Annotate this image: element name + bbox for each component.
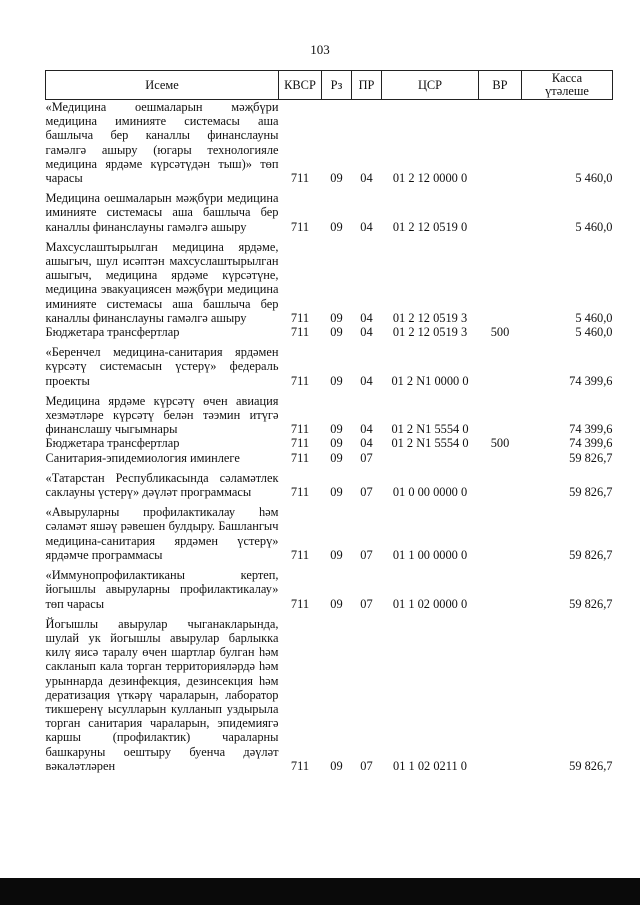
cell-amount: 5 460,0	[575, 219, 613, 234]
table-row	[46, 617, 613, 773]
cell-amount: 5 460,0	[575, 325, 613, 340]
cell-csr: 01 2 12 0519 0	[392, 219, 468, 234]
cell-rz: 09	[330, 219, 343, 234]
cell-name: Санитария-эпидемиология иминлеге	[45, 450, 240, 465]
cell-vr	[479, 451, 522, 465]
cell-rz: 09	[330, 547, 343, 562]
cell-kvsr: 711	[290, 310, 310, 325]
cell-rz: 09	[330, 310, 343, 325]
cell-vr	[479, 505, 522, 562]
cell-rz: 09	[330, 422, 343, 437]
cell-kvsr: 711	[290, 325, 310, 340]
header-name: Исеме	[46, 71, 279, 100]
cell-csr	[382, 451, 479, 465]
cell-rz: 09	[330, 758, 343, 773]
table-row	[46, 436, 613, 450]
cell-vr	[479, 100, 522, 186]
scan-bottom-border	[0, 878, 640, 905]
table-row	[46, 451, 613, 465]
cell-name: Бюджетара трансфертлар	[45, 436, 180, 451]
cell-csr: 01 1 02 0211 0	[393, 758, 467, 773]
cell-pr: 04	[360, 219, 373, 234]
table-row	[46, 345, 613, 388]
table-row	[46, 394, 613, 437]
cell-name: «Татарстан Республикасында сәламәтлек саклауны үстерү» дәүләт программасы	[45, 470, 279, 500]
cell-kvsr: 711	[290, 450, 310, 465]
cell-name: «Беренчел медицина-санитария ярдәмен күрсәтү системасын үстерү» федераль проекты	[45, 345, 279, 388]
cell-amount: 59 826,7	[569, 485, 613, 500]
cell-amount: 5 460,0	[575, 171, 613, 186]
cell-kvsr: 711	[290, 373, 310, 388]
cell-vr	[479, 471, 522, 499]
header-amount	[522, 71, 613, 100]
cell-pr: 04	[360, 436, 373, 451]
cell-rz: 09	[330, 325, 343, 340]
cell-amount: 5 460,0	[575, 310, 613, 325]
cell-amount: 74 399,6	[569, 436, 613, 451]
table-row	[46, 191, 613, 234]
table-row	[46, 240, 613, 325]
cell-csr: 01 1 02 0000 0	[392, 596, 468, 611]
table-row	[46, 325, 613, 339]
cell-csr: 01 2 12 0519 3	[392, 310, 468, 325]
table-row	[46, 100, 613, 186]
cell-vr	[479, 617, 522, 773]
header-amount-line2: үтәлеше	[545, 84, 589, 98]
cell-kvsr: 711	[290, 422, 310, 437]
cell-name: Махсуслаштырылган медицина ярдәме, ашыгыч, шул исәптән махсуслаштырылган ашыгыч, медицина ярдәме күрсәтүне, медицина эвакуациясен мәҗбүри медицина иминияте системасы аша башлыча бер каналлы финанслауны гамәлгә ашыру	[45, 239, 279, 325]
cell-vr	[479, 191, 522, 234]
cell-rz: 09	[330, 436, 343, 451]
table-row	[46, 505, 613, 562]
header-kvsr: КВСР	[279, 71, 322, 100]
cell-csr: 01 2 N1 5554 0	[391, 436, 469, 451]
cell-csr: 01 2 12 0519 3	[392, 325, 468, 340]
cell-vr	[479, 568, 522, 611]
cell-kvsr: 711	[290, 758, 310, 773]
cell-csr: 01 2 N1 0000 0	[391, 373, 469, 388]
cell-rz: 09	[330, 171, 343, 186]
table-header-row	[46, 71, 613, 100]
cell-name: «Медицина оешмаларын мәҗбүри медицина иминияте системасы аша башлыча бер каналлы финанслауны гамәлгә ашыру (югары технологияле медицина ярдәме күрсәтүдән тыш)» төп чарасы	[45, 100, 279, 186]
cell-kvsr: 711	[290, 436, 310, 451]
cell-amount: 74 399,6	[569, 422, 613, 437]
cell-vr: 500	[490, 436, 510, 451]
cell-csr: 01 1 00 0000 0	[392, 547, 468, 562]
cell-amount: 59 826,7	[569, 758, 613, 773]
cell-vr	[479, 240, 522, 325]
header-pr: ПР	[352, 71, 382, 100]
cell-kvsr: 711	[290, 547, 310, 562]
cell-pr: 04	[360, 310, 373, 325]
cell-pr: 04	[360, 171, 373, 186]
cell-pr: 04	[360, 325, 373, 340]
cell-name: Бюджетара трансфертлар	[45, 325, 180, 340]
cell-rz: 09	[330, 596, 343, 611]
budget-table	[45, 70, 613, 773]
cell-csr: 01 2 12 0000 0	[392, 171, 468, 186]
cell-rz: 09	[330, 485, 343, 500]
cell-vr	[479, 345, 522, 388]
cell-name: «Авыруларны профилактикалау һәм сәламәт яшәү рәвешен булдыру. Башлангыч медицина-санитария ярдәмен үстерү» ярдәмче программасы	[45, 505, 279, 562]
cell-pr: 04	[360, 373, 373, 388]
cell-csr: 01 2 N1 5554 0	[391, 422, 469, 437]
cell-kvsr: 711	[290, 485, 310, 500]
cell-kvsr: 711	[290, 596, 310, 611]
cell-pr: 07	[360, 596, 373, 611]
table-row	[46, 471, 613, 499]
cell-csr: 01 0 00 0000 0	[392, 485, 468, 500]
cell-pr: 07	[360, 450, 373, 465]
table-row	[46, 568, 613, 611]
cell-amount: 59 826,7	[569, 547, 613, 562]
cell-rz: 09	[330, 373, 343, 388]
cell-pr: 07	[360, 485, 373, 500]
header-amount-line1: Касса	[551, 71, 583, 85]
header-csr: ЦСР	[382, 71, 479, 100]
cell-vr: 500	[490, 325, 510, 340]
cell-amount: 74 399,6	[569, 373, 613, 388]
header-vr: ВР	[479, 71, 522, 100]
cell-name: Йогышлы авырулар чыганакларында, шулай ук йогышлы авырулар барлыкка килү яисә таралу өчен шартлар булган һәм сакланып кала торган территорияләрдә һәм урыннарда дезинфекция, дезинсекция һәм дератизация үткәрү чараларын, лаборатор тикшеренү ысулларын кулланып уздырыла торган санитария чараларын, эпидемиягә каршы (профилактик) чараларны башкаруны оештыру буенча дәүләт вәкаләтләрен	[45, 616, 279, 773]
cell-kvsr: 711	[290, 171, 310, 186]
cell-amount: 59 826,7	[569, 596, 613, 611]
cell-rz: 09	[330, 450, 343, 465]
cell-amount: 59 826,7	[569, 450, 613, 465]
table-body	[46, 100, 613, 773]
cell-name: Медицина ярдәме күрсәтү өчен авиация хезмәтләре күрсәтү белән тәэмин итүгә финанслашу чыгымнары	[45, 393, 279, 437]
header-rz: Рз	[322, 71, 352, 100]
cell-vr	[479, 394, 522, 437]
page-number: 103	[310, 42, 330, 57]
cell-pr: 04	[360, 422, 373, 437]
cell-name: «Иммунопрофилактиканы кертеп, йогышлы авыруларны профилактикалау» төп чарасы	[45, 568, 279, 611]
cell-pr: 07	[360, 758, 373, 773]
cell-name: Медицина оешмаларын мәҗбүри медицина иминияте системасы аша башлыча бер каналлы финанслауны гамәлгә ашыру	[45, 191, 279, 234]
cell-kvsr: 711	[290, 219, 310, 234]
cell-pr: 07	[360, 547, 373, 562]
